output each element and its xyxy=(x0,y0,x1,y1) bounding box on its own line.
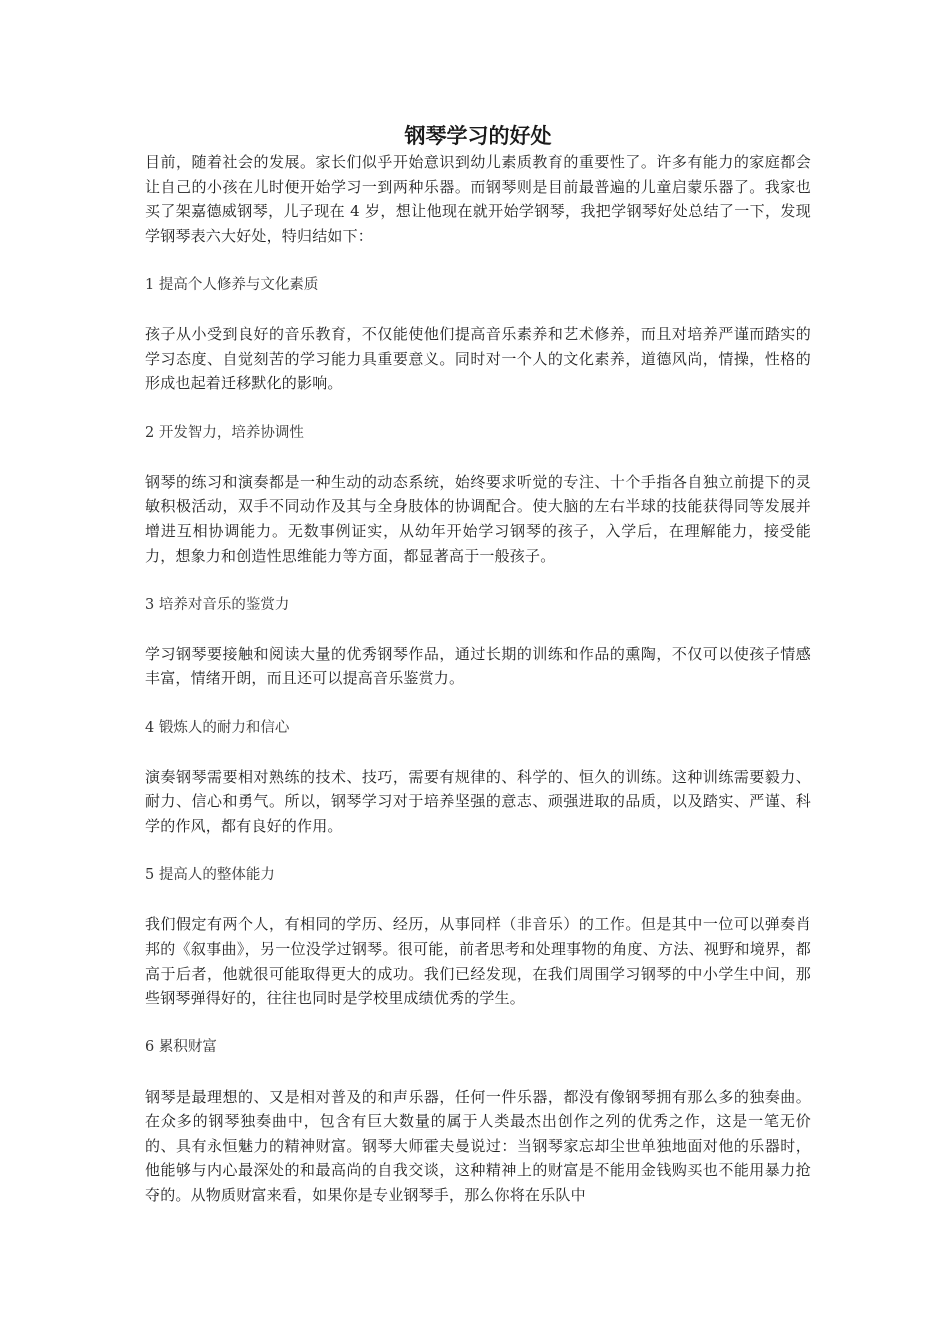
document-body xyxy=(145,122,811,1208)
section-heading-6: 6 累积财富 xyxy=(145,1039,217,1056)
section-body-5: 我们假定有两个人，有相同的学历、经历，从事同样（非音乐）的工作。但是其中一位可以弹奏肖邦的《叙事曲》，另一位没学过钢琴。很可能，前者思考和处理事物的角度、方法、视野和境界，都高于后者，他就很可能取得更大的成功。我们已经发现，在我们周围学习钢琴的中小学生中间，那些钢琴弹得好的，往往也同时是学校里成绩优秀的学生。 xyxy=(145,915,811,1008)
spacer xyxy=(145,568,811,593)
section-body-2: 钢琴的练习和演奏都是一种生动的动态系统，始终要求听觉的专注、十个手指各自独立前提下的灵敏积极活动，双手不同动作及其与全身肢体的协调配合。使大脑的左右半球的技能获得同等发展并增进互相协调能力。无数事例证实，从幼年开始学习钢琴的孩子，入学后，在理解能力，接受能力，想象力和创造性思维能力等方面，都显著高于一般孩子。 xyxy=(145,472,811,565)
spacer xyxy=(145,888,811,913)
section-heading-2: 2 开发智力，培养协调性 xyxy=(145,424,304,441)
spacer xyxy=(145,740,811,765)
spacer xyxy=(145,445,811,470)
section-body-3: 学习钢琴要接触和阅读大量的优秀钢琴作品，通过长期的训练和作品的熏陶，不仅可以使孩子情感丰富，情绪开朗，而且还可以提高音乐鉴赏力。 xyxy=(145,644,811,688)
spacer xyxy=(145,396,811,421)
page-title: 钢琴学习的好处 xyxy=(404,124,552,148)
intro-paragraph: 目前，随着社会的发展。家长们似乎开始意识到幼儿素质教育的重要性了。许多有能力的家庭都会让自己的小孩在儿时便开始学习一到两种乐器。而钢琴则是目前最普遍的儿童启蒙乐器了。我家也买了架嘉德威钢琴，儿子现在 4 岁，想让他现在就开始学钢琴，我把学钢琴好处总结了一下，发现学钢琴表六大好处，特归结如下： xyxy=(145,153,811,245)
section-body-6: 钢琴是最理想的、又是相对普及的和声乐器，任何一件乐器，都没有像钢琴拥有那么多的独奏曲。在众多的钢琴独奏曲中，包含有巨大数量的属于人类最杰出创作之列的优秀之作，这是一笔无价的、具有永恒魅力的精神财富。钢琴大师霍夫曼说过：当钢琴家忘却尘世单独地面对他的乐器时，他能够与内心最深处的和最高尚的自我交谈，这种精神上的财富是不能用金钱购买也不能用暴力抢夺的。从物质财富来看，如果你是专业钢琴手，那么你将在乐队中 xyxy=(145,1087,811,1204)
section-body-1: 孩子从小受到良好的音乐教育，不仅能使他们提高音乐素养和艺术修养，而且对培养严谨而踏实的学习态度、自觉刻苦的学习能力具重要意义。同时对一个人的文化素养，道德风尚，情操，性格的形成也起着迁移默化的影响。 xyxy=(145,325,811,393)
section-heading-5: 5 提高人的整体能力 xyxy=(145,867,275,884)
spacer xyxy=(145,248,811,273)
spacer xyxy=(145,691,811,716)
section-heading-4: 4 锻炼人的耐力和信心 xyxy=(145,719,290,736)
spacer xyxy=(145,298,811,323)
spacer xyxy=(145,1011,811,1036)
section-heading-1: 1 提高个人修养与文化素质 xyxy=(145,276,319,293)
spacer xyxy=(145,839,811,864)
section-body-4: 演奏钢琴需要相对熟练的技术、技巧，需要有规律的、科学的、恒久的训练。这种训练需要毅力、耐力、信心和勇气。所以，钢琴学习对于培养坚强的意志、顽强进取的品质，以及踏实、严谨、科学的作风，都有良好的作用。 xyxy=(145,767,811,836)
spacer xyxy=(145,1060,811,1085)
section-heading-3: 3 培养对音乐的鉴赏力 xyxy=(145,596,290,613)
spacer xyxy=(145,617,811,642)
